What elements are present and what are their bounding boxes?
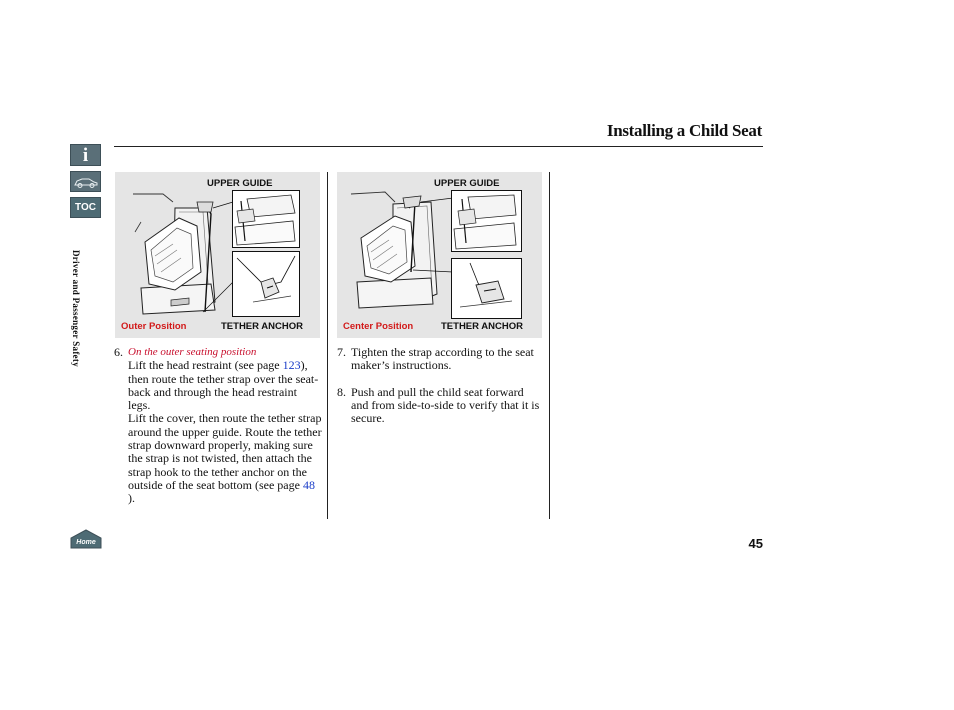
step-text: Tighten the strap according to the seat maker’s instructions.: [351, 345, 534, 373]
step-text: Push and pull the child seat forward and from side-to-side to verify that it is secure.: [351, 384, 540, 426]
step-paragraph: [128, 412, 322, 505]
section-label: [64, 250, 81, 368]
toc-button[interactable]: TOC: [70, 197, 101, 218]
text-run: Lift the cover, then route the tether strap around the upper guide. Route the tether strap downward properly, making sure the strap is not twisted, then attach the strap hook to the tether anchor on the outside of the seat bottom (see page: [128, 411, 322, 492]
upper-guide-label: UPPER GUIDE: [207, 178, 273, 189]
tether-anchor-label: TETHER ANCHOR: [441, 321, 523, 332]
text-run: ).: [128, 491, 135, 506]
info-button[interactable]: i: [70, 144, 101, 166]
column-divider-2: [549, 172, 550, 519]
text-run: ), then route the tether strap over the seat-back and through the head restraint legs.: [128, 358, 319, 413]
upper-guide-detail: [451, 190, 522, 252]
upper-guide-label: UPPER GUIDE: [434, 178, 500, 189]
step-6: [114, 346, 322, 506]
upper-guide-detail: [232, 190, 300, 248]
tether-anchor-detail: [232, 251, 300, 317]
center-position-label: Center Position: [343, 321, 414, 332]
step-7: [337, 346, 543, 373]
home-icon: [70, 529, 102, 549]
upper-guide-drawing: [233, 191, 299, 247]
title-rule: [114, 146, 763, 147]
home-button[interactable]: [70, 529, 102, 549]
step-8: [337, 386, 543, 426]
car-icon: [73, 175, 99, 189]
upper-guide-drawing: [452, 191, 521, 251]
page-number: 45: [748, 536, 763, 551]
text-run: Lift the head restraint (see page: [128, 358, 283, 373]
index-button[interactable]: [70, 171, 101, 192]
figure-outer-position: [115, 172, 320, 338]
step-number: 8.: [337, 384, 346, 399]
tether-anchor-label: TETHER ANCHOR: [221, 321, 303, 332]
tether-anchor-detail: [451, 258, 522, 319]
steps-7-8: [337, 346, 543, 438]
page-title: Installing a Child Seat: [606, 121, 762, 140]
step-paragraph: [128, 359, 322, 412]
section-label-text: Driver and Passenger Safety: [71, 250, 81, 368]
page-link-48[interactable]: 48: [302, 477, 315, 492]
tether-anchor-drawing: [233, 252, 299, 316]
page-link-123[interactable]: 123: [282, 358, 301, 373]
outer-position-label: Outer Position: [121, 321, 187, 332]
side-nav: [70, 144, 101, 223]
tether-anchor-drawing: [452, 259, 521, 318]
step-title: On the outer seating position: [128, 346, 257, 358]
step-number: 7.: [337, 345, 346, 359]
step-number: 6.: [114, 345, 123, 359]
figure-center-position: [337, 172, 542, 338]
home-label: Home: [76, 539, 96, 546]
column-divider-1: [327, 172, 328, 519]
